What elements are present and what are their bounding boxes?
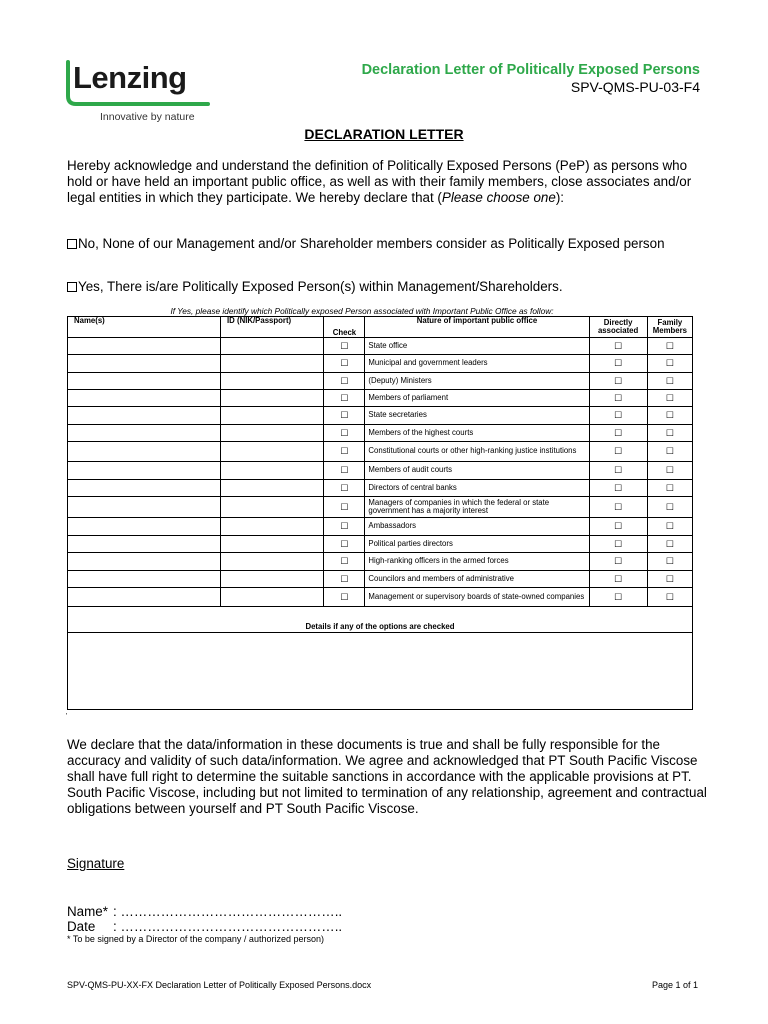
nature-cell: Members of audit courts (365, 462, 589, 480)
family-checkbox[interactable]: ☐ (647, 536, 692, 553)
name-cell[interactable] (68, 588, 221, 607)
name-dots: : ………………………………………….. (113, 904, 343, 919)
table-row (68, 553, 693, 571)
stray-mark: ' (66, 713, 68, 720)
name-label: Name* (67, 904, 108, 919)
id-cell[interactable] (221, 442, 324, 462)
date-dots: : ………………………………………….. (113, 919, 343, 934)
table-row (68, 425, 693, 442)
id-cell[interactable] (221, 425, 324, 442)
nature-cell: Members of the highest courts (365, 425, 589, 442)
option-no[interactable] (67, 236, 707, 252)
nature-cell: Councilors and members of administrative (365, 571, 589, 588)
intro-text: Hereby acknowledge and understand the definition of Politically Exposed Persons (PeP) as persons who hold or have held an important public office, as well as with their family members, close associates and/or legal entities in which they participate. We hereby declare that ( (67, 158, 692, 205)
table-row (68, 588, 693, 607)
logo-tagline: Innovative by nature (100, 111, 195, 123)
option-no-label: No, None of our Management and/or Shareholder members consider as Politically Exposed person (78, 236, 665, 251)
name-cell[interactable] (68, 390, 221, 407)
intro-italic: Please choose one (441, 190, 556, 205)
document-title: DECLARATION LETTER (304, 126, 464, 142)
id-cell[interactable] (221, 536, 324, 553)
directly-checkbox[interactable]: ☐ (589, 442, 647, 462)
header-code: SPV-QMS-PU-03-F4 (570, 79, 700, 95)
family-checkbox[interactable]: ☐ (647, 390, 692, 407)
table-row (68, 390, 693, 407)
check-checkbox[interactable]: ☐ (324, 407, 365, 425)
table-row (68, 497, 693, 518)
table-row (68, 407, 693, 425)
id-cell[interactable] (221, 390, 324, 407)
table-row (68, 536, 693, 553)
footer-page: Page 1 of 1 (651, 980, 698, 990)
header-family: Family Members (647, 317, 692, 338)
family-checkbox[interactable]: ☐ (647, 588, 692, 607)
option-yes[interactable] (67, 279, 707, 295)
checkbox-no[interactable] (67, 239, 77, 249)
signature-label: Signature (67, 856, 125, 871)
directly-checkbox[interactable]: ☐ (589, 425, 647, 442)
checkbox-yes[interactable] (67, 282, 77, 292)
check-checkbox[interactable]: ☐ (324, 373, 365, 390)
check-checkbox[interactable]: ☐ (324, 338, 365, 355)
name-cell[interactable] (68, 480, 221, 497)
check-checkbox[interactable]: ☐ (324, 497, 365, 518)
name-cell[interactable] (68, 355, 221, 373)
check-checkbox[interactable]: ☐ (324, 588, 365, 607)
directly-checkbox[interactable]: ☐ (589, 536, 647, 553)
nature-cell: (Deputy) Ministers (365, 373, 589, 390)
check-checkbox[interactable]: ☐ (324, 390, 365, 407)
family-checkbox[interactable]: ☐ (647, 425, 692, 442)
check-checkbox[interactable]: ☐ (324, 462, 365, 480)
family-checkbox[interactable]: ☐ (647, 571, 692, 588)
check-checkbox[interactable]: ☐ (324, 571, 365, 588)
family-checkbox[interactable]: ☐ (647, 462, 692, 480)
check-checkbox[interactable]: ☐ (324, 553, 365, 571)
table-row (68, 355, 693, 373)
header-nature: Nature of important public office (365, 317, 589, 338)
directly-checkbox[interactable]: ☐ (589, 497, 647, 518)
id-cell[interactable] (221, 407, 324, 425)
family-checkbox[interactable]: ☐ (647, 518, 692, 536)
signature-footnote: * To be signed by a Director of the company / authorized person) (67, 934, 324, 944)
id-cell[interactable] (221, 355, 324, 373)
name-cell[interactable] (68, 536, 221, 553)
family-checkbox[interactable]: ☐ (647, 442, 692, 462)
directly-checkbox[interactable]: ☐ (589, 407, 647, 425)
directly-checkbox[interactable]: ☐ (589, 518, 647, 536)
directly-checkbox[interactable]: ☐ (589, 338, 647, 355)
table-row (68, 462, 693, 480)
check-checkbox[interactable]: ☐ (324, 536, 365, 553)
id-cell[interactable] (221, 338, 324, 355)
table-row (68, 518, 693, 536)
details-input-area[interactable] (68, 633, 693, 710)
id-cell[interactable] (221, 497, 324, 518)
name-cell[interactable] (68, 518, 221, 536)
family-checkbox[interactable]: ☐ (647, 480, 692, 497)
name-cell[interactable] (68, 497, 221, 518)
check-checkbox[interactable]: ☐ (324, 355, 365, 373)
id-cell[interactable] (221, 373, 324, 390)
name-cell[interactable] (68, 571, 221, 588)
check-checkbox[interactable]: ☐ (324, 425, 365, 442)
directly-checkbox[interactable]: ☐ (589, 480, 647, 497)
directly-checkbox[interactable]: ☐ (589, 355, 647, 373)
header-directly: Directly associated (589, 317, 647, 338)
family-checkbox[interactable]: ☐ (647, 355, 692, 373)
company-logo (64, 60, 214, 130)
nature-cell: State secretaries (365, 407, 589, 425)
directly-checkbox[interactable]: ☐ (589, 390, 647, 407)
intro-end: ): (555, 190, 564, 205)
directly-checkbox[interactable]: ☐ (589, 462, 647, 480)
header-title: Declaration Letter of Politically Exposed Persons (361, 62, 700, 78)
family-checkbox[interactable]: ☐ (647, 497, 692, 518)
header-name: Name(s) (68, 317, 221, 338)
nature-cell: State office (365, 338, 589, 355)
id-cell[interactable] (221, 588, 324, 607)
check-checkbox[interactable]: ☐ (324, 442, 365, 462)
directly-checkbox[interactable]: ☐ (589, 553, 647, 571)
table-row (68, 571, 693, 588)
check-checkbox[interactable]: ☐ (324, 480, 365, 497)
family-checkbox[interactable]: ☐ (647, 407, 692, 425)
name-cell[interactable] (68, 373, 221, 390)
intro-paragraph (67, 158, 707, 206)
name-cell[interactable] (68, 407, 221, 425)
nature-cell: Managers of companies in which the federal or state government has a majority interest (365, 497, 589, 518)
nature-cell: Members of parliament (365, 390, 589, 407)
footer-filename: SPV-QMS-PU-XX-FX Declaration Letter of Politically Exposed Persons.docx (67, 980, 372, 990)
option-yes-label: Yes, There is/are Politically Exposed Person(s) within Management/Shareholders. (78, 279, 563, 294)
directly-checkbox[interactable]: ☐ (589, 571, 647, 588)
nature-cell: Political parties directors (365, 536, 589, 553)
directly-checkbox[interactable]: ☐ (589, 588, 647, 607)
nature-cell: Ambassadors (365, 518, 589, 536)
name-cell[interactable] (68, 425, 221, 442)
id-cell[interactable] (221, 553, 324, 571)
id-cell[interactable] (221, 480, 324, 497)
id-cell[interactable] (221, 462, 324, 480)
if-yes-note: If Yes, please identify which Politically exposed Person associated with Important Public Office as follow: (170, 306, 554, 316)
family-checkbox[interactable]: ☐ (647, 373, 692, 390)
name-field[interactable] (67, 904, 342, 919)
nature-cell: High-ranking officers in the armed forces (365, 553, 589, 571)
name-cell[interactable] (68, 553, 221, 571)
nature-cell: Constitutional courts or other high-ranking justice institutions (365, 442, 589, 462)
id-cell[interactable] (221, 571, 324, 588)
family-checkbox[interactable]: ☐ (647, 338, 692, 355)
header-check: Check (324, 317, 365, 338)
name-cell[interactable] (68, 338, 221, 355)
date-field[interactable] (67, 919, 342, 934)
table-row (68, 338, 693, 355)
nature-cell: Directors of central banks (365, 480, 589, 497)
table-row (68, 442, 693, 462)
date-label: Date (67, 919, 96, 934)
table-row (68, 480, 693, 497)
nature-cell: Management or supervisory boards of state-owned companies (365, 588, 589, 607)
table-row (68, 373, 693, 390)
check-checkbox[interactable]: ☐ (324, 518, 365, 536)
directly-checkbox[interactable]: ☐ (589, 373, 647, 390)
header-id: ID (NIK/Passport) (221, 317, 324, 338)
pep-table (67, 316, 693, 710)
family-checkbox[interactable]: ☐ (647, 553, 692, 571)
name-cell[interactable] (68, 462, 221, 480)
name-cell[interactable] (68, 442, 221, 462)
id-cell[interactable] (221, 518, 324, 536)
logo-wordmark: Lenzing (73, 60, 187, 95)
declaration-paragraph: We declare that the data/information in these documents is true and shall be fully responsible for the accuracy and validity of such data/information. We agree and acknowledged that PT South Pacific Viscose shall have full right to determine the suitable sanctions in accordance with the applicable provisions at PT. South Pacific Viscose, including but not limited to termination of any relationship, agreement and contractual obligations between yourself and PT South Pacific Viscose. (67, 737, 707, 816)
nature-cell: Municipal and government leaders (365, 355, 589, 373)
details-header: Details if any of the options are checked (68, 607, 693, 633)
